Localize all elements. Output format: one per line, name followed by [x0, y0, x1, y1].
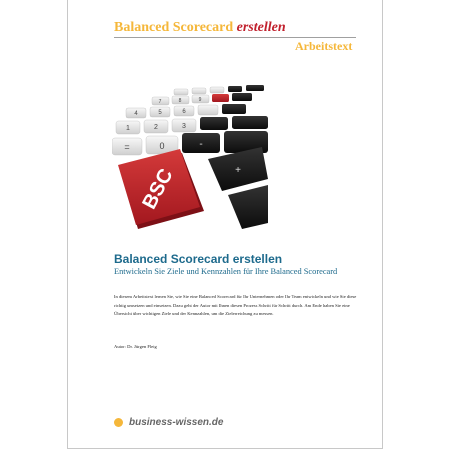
- bsc-key-label: BSC: [138, 165, 178, 213]
- document-author: Autor: Dr. Jürgen Fleig: [114, 344, 157, 349]
- footer-brand: [114, 415, 223, 429]
- document-body: In diesem Arbeitstext lernen Sie, wie Sie eine Balanced Scorecard für Ihr Unternehmen oder Ihr Team entwickeln und wie Sie diese richtig umsetzen und einsetzen. Dazu geht der Autor mit Ihnen diesen Prozess Schritt für Schritt durch. Am Ende haben Sie eine Übersicht über wichtigen Ziele und der Kennzahlen, um die Zielerreichung zu messen.: [114, 294, 357, 317]
- key-label-7: 7: [158, 99, 162, 105]
- key-label-1: 1: [126, 125, 130, 132]
- document-subtitle: Entwickeln Sie Ziele und Kennzahlen für Ihre Balanced Scorecard: [114, 267, 338, 276]
- key-label-minus: -: [199, 139, 203, 150]
- document-title: Balanced Scorecard erstellen: [114, 252, 283, 266]
- hero-image: [112, 83, 268, 231]
- key-label-6: 6: [182, 109, 186, 115]
- key-label-9: 9: [198, 97, 202, 103]
- calculator-keys-illustration: [112, 83, 268, 231]
- brand-dot-icon: [114, 418, 123, 427]
- key-label-equals: =: [124, 142, 130, 152]
- key-label-2: 2: [154, 124, 158, 131]
- key-label-0: 0: [159, 141, 165, 151]
- key-label-3: 3: [182, 123, 186, 130]
- header-subtitle: Arbeitstext: [295, 39, 353, 53]
- key-label-8: 8: [178, 98, 182, 104]
- header-title-main: Balanced Scorecard: [114, 20, 237, 35]
- document-page: [67, 0, 383, 449]
- key-label-plus: +: [235, 165, 241, 176]
- key-label-5: 5: [158, 110, 162, 116]
- header-title-emphasis: erstellen: [236, 20, 286, 35]
- brand-name: business-wissen.de: [129, 416, 224, 428]
- key-label-4: 4: [134, 111, 138, 117]
- header-divider: [114, 37, 356, 38]
- header-title: [114, 20, 286, 36]
